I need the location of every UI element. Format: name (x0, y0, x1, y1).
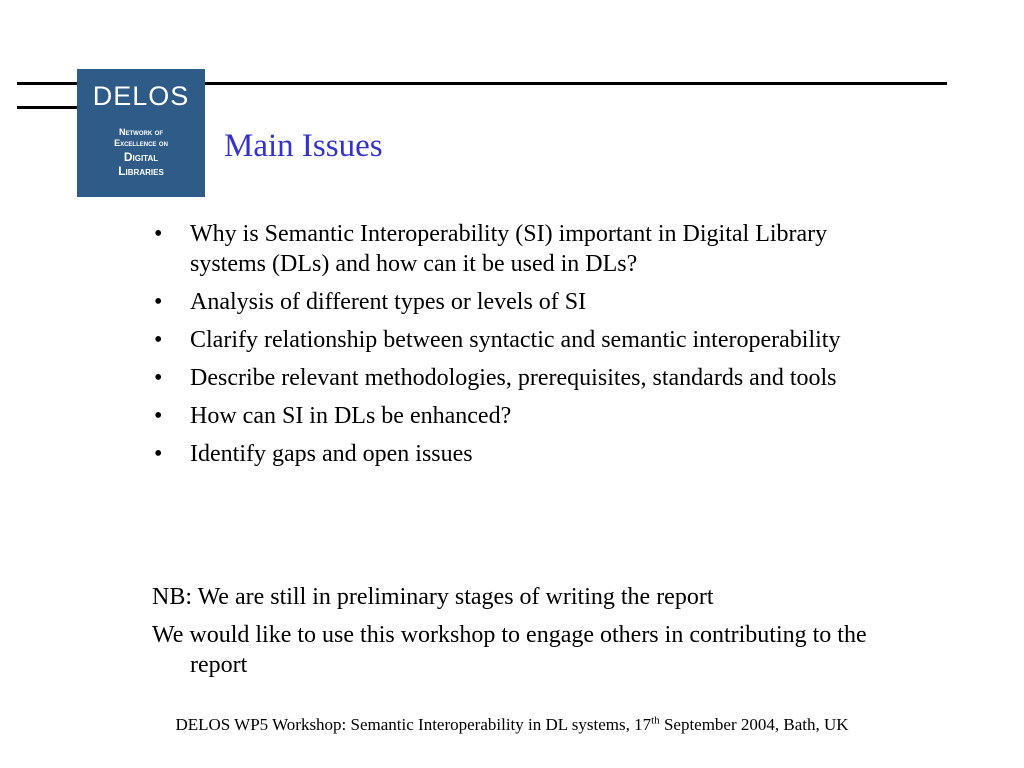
bullet-item (152, 439, 872, 469)
bullet-list (152, 219, 872, 477)
bullet-item (152, 363, 872, 393)
header-rule-bottom (17, 106, 77, 109)
bullet-item (152, 401, 872, 431)
note-preliminary: NB: We are still in preliminary stages of writing the report (152, 584, 714, 610)
footer-text-after: September 2004, Bath, UK (659, 715, 849, 734)
bullet-text: Describe relevant methodologies, prerequisites, standards and tools (190, 365, 837, 391)
bullet-marker: • (154, 221, 163, 247)
bullet-item (152, 325, 872, 355)
logo-wordmark: DELOS (92, 81, 190, 111)
bullet-marker: • (154, 327, 163, 353)
bullet-text: Analysis of different types or levels of SI (190, 289, 587, 315)
bullet-text: Identify gaps and open issues (190, 441, 473, 467)
bullet-marker: • (154, 365, 163, 391)
bullet-item (152, 287, 872, 317)
logo-line-digital: Digital (123, 150, 159, 164)
bullet-marker: • (154, 403, 163, 429)
slide-footer (0, 714, 1024, 736)
bullet-marker: • (154, 289, 163, 315)
note-engage: We would like to use this workshop to engage others in contributing to the report (152, 622, 867, 678)
footer-text-before: DELOS WP5 Workshop: Semantic Interoperability in DL systems, 17 (175, 715, 652, 734)
bullet-text: Why is Semantic Interoperability (SI) important in Digital Library systems (DLs) and how can it be used in DLs? (190, 221, 828, 277)
logo-line-excellence: Excellence on (114, 138, 168, 148)
delos-logo (77, 69, 205, 197)
bullet-text: Clarify relationship between syntactic and semantic interoperability (190, 327, 841, 353)
logo-line-network: Network of (119, 127, 163, 137)
footer-ordinal-suffix: th (651, 714, 660, 727)
slide-title: Main Issues (224, 128, 383, 164)
bullet-item (152, 219, 872, 279)
bullet-marker: • (154, 441, 163, 467)
logo-line-libraries: Libraries (118, 164, 164, 178)
bullet-text: How can SI in DLs be enhanced? (190, 403, 512, 429)
